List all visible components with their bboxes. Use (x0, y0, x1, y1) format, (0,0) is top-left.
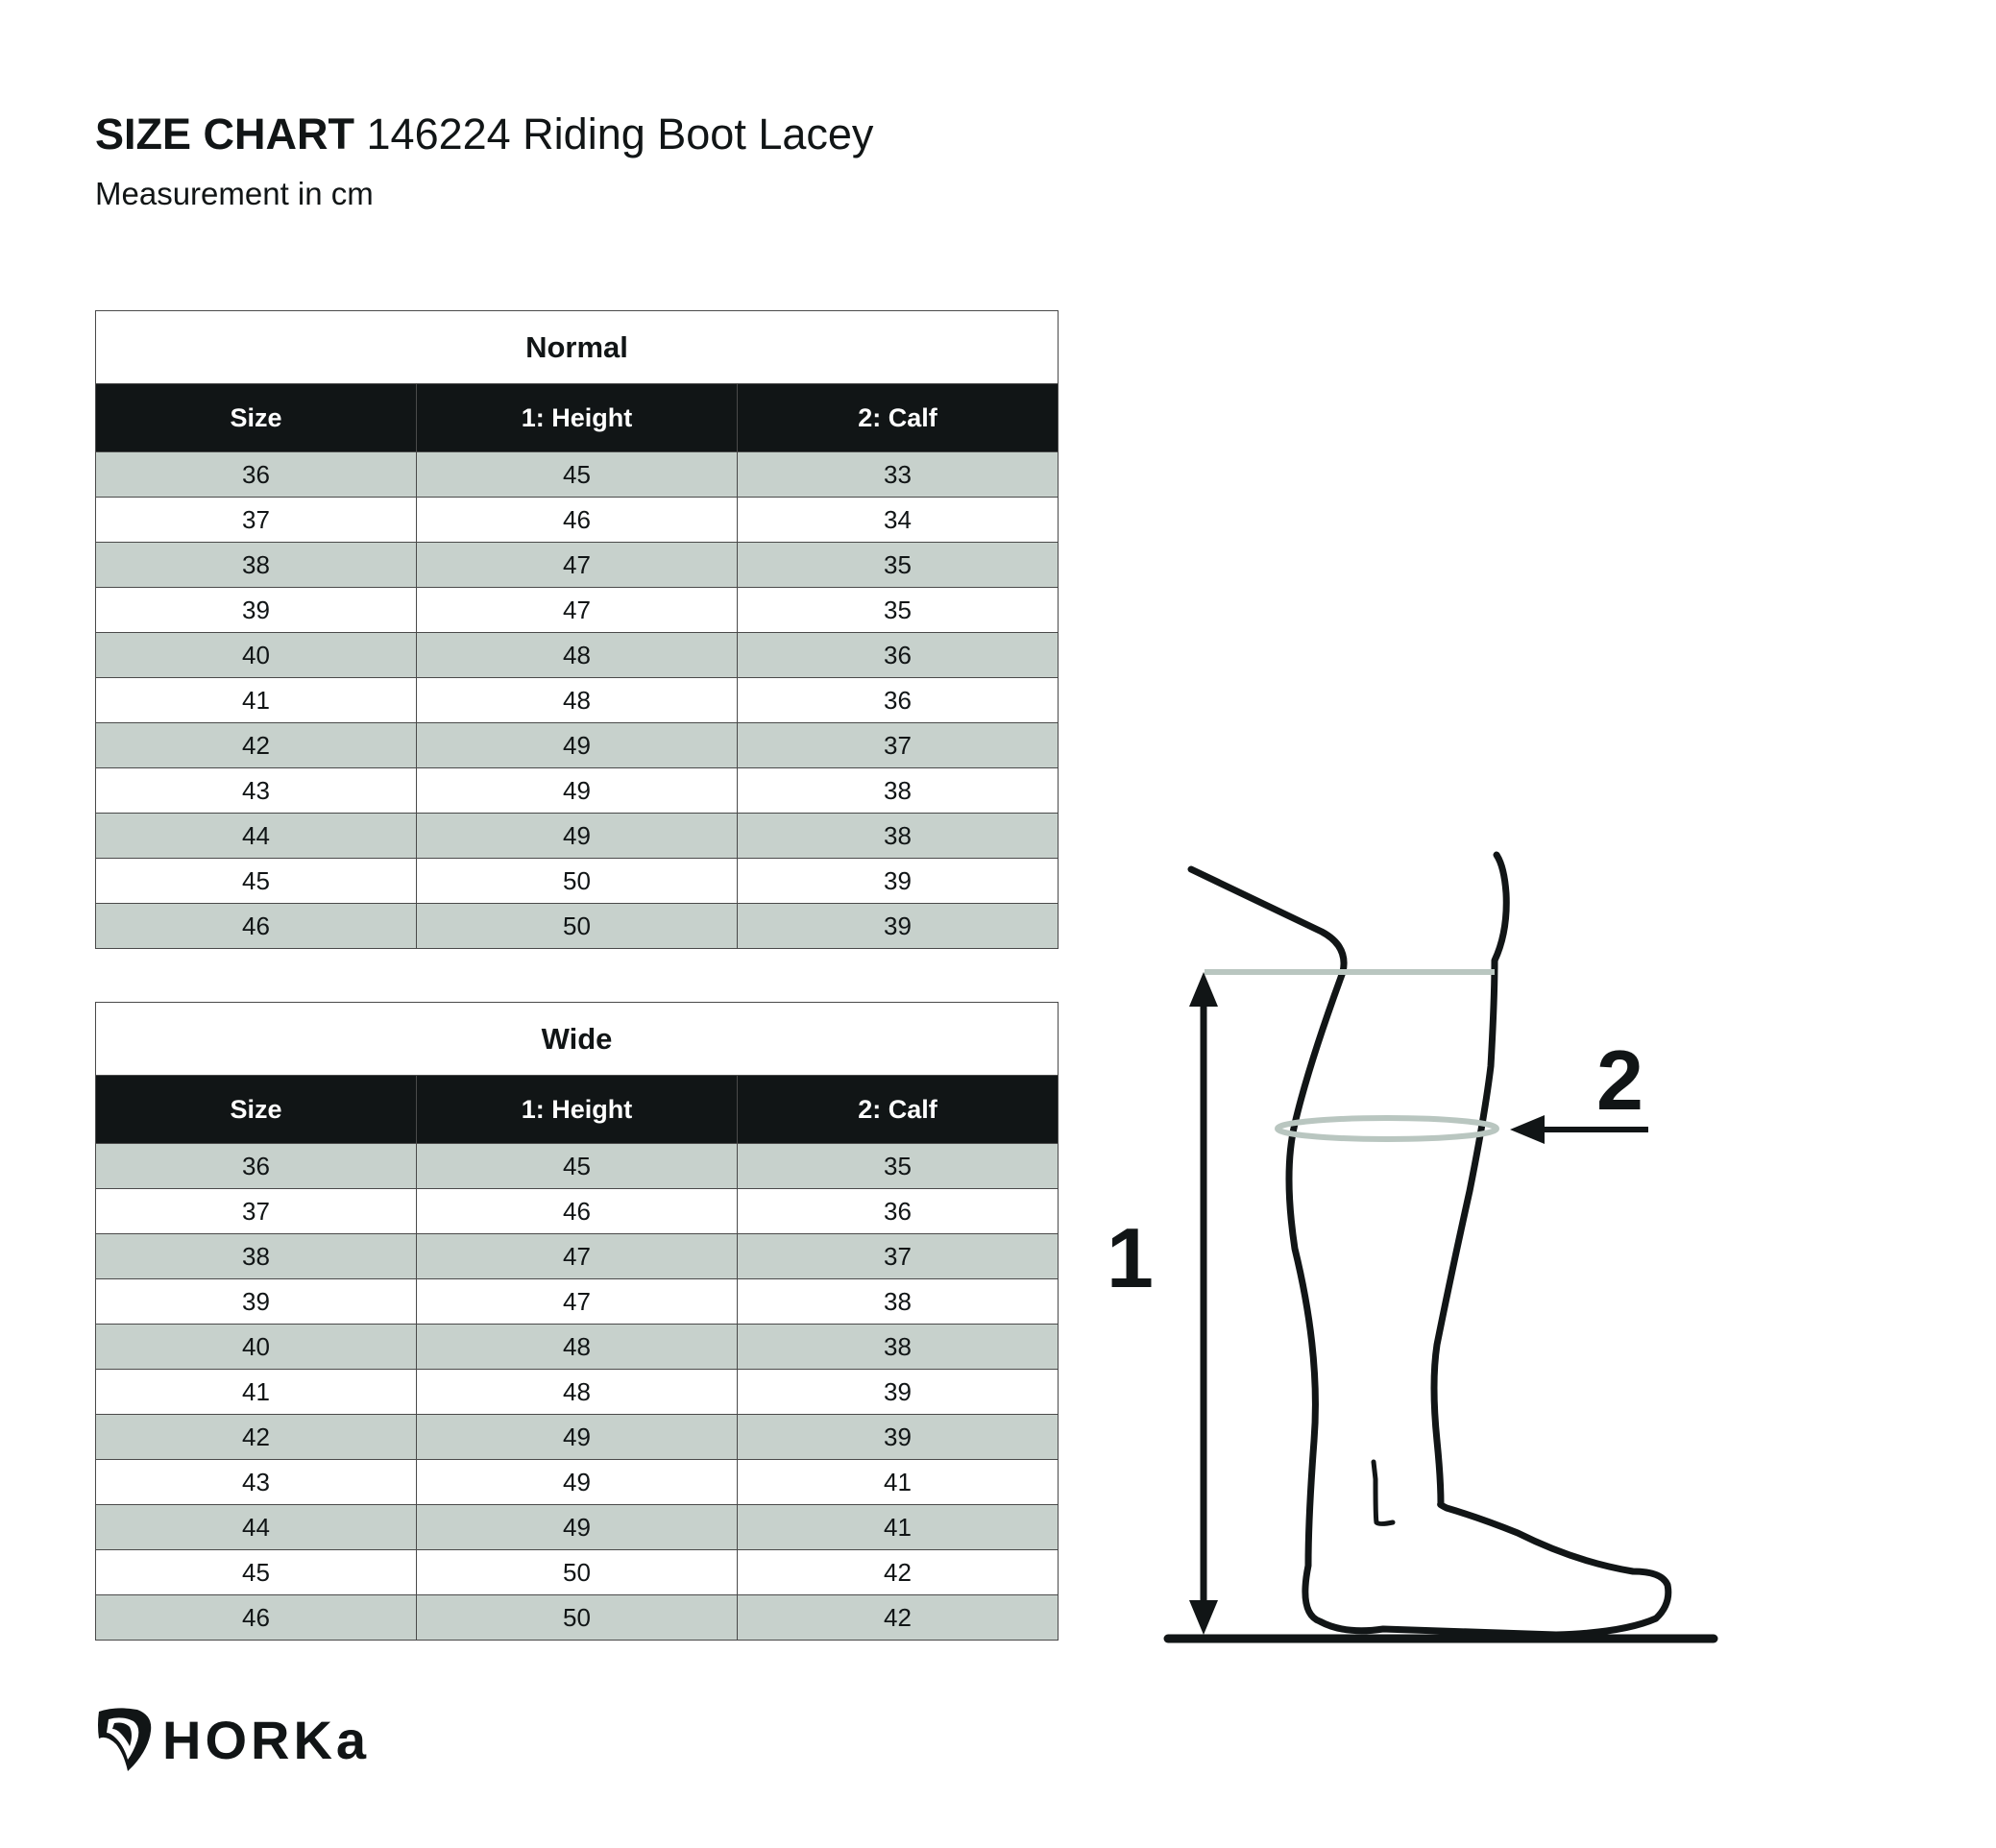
height-cell: 50 (417, 1595, 738, 1641)
size-cell: 45 (96, 859, 417, 904)
title-bold: SIZE CHART (95, 109, 354, 158)
table-row (96, 1505, 1059, 1550)
size-cell: 38 (96, 1234, 417, 1279)
brand-logo (95, 1706, 370, 1773)
size-cell: 40 (96, 1325, 417, 1370)
height-cell: 49 (417, 1460, 738, 1505)
calf-cell: 41 (738, 1505, 1059, 1550)
height-cell: 47 (417, 1234, 738, 1279)
calf-cell: 37 (738, 1234, 1059, 1279)
calf-cell: 39 (738, 1370, 1059, 1415)
arrow-up-icon (1189, 972, 1218, 1007)
column-header-height: 1: Height (417, 1076, 738, 1144)
size-cell: 44 (96, 814, 417, 859)
table-row (96, 723, 1059, 768)
table-caption: Normal (96, 311, 1059, 384)
height-cell: 46 (417, 1189, 738, 1234)
height-cell: 47 (417, 588, 738, 633)
calf-cell: 39 (738, 904, 1059, 949)
size-cell: 44 (96, 1505, 417, 1550)
brand-wordmark: HORKa (162, 1709, 371, 1770)
height-cell: 49 (417, 723, 738, 768)
height-cell: 50 (417, 859, 738, 904)
calf-cell: 36 (738, 1189, 1059, 1234)
table-row (96, 1550, 1059, 1595)
table-row (96, 1234, 1059, 1279)
column-header-calf: 2: Calf (738, 1076, 1059, 1144)
table-row (96, 633, 1059, 678)
column-header-size: Size (96, 384, 417, 452)
table-row (96, 543, 1059, 588)
table-row (96, 678, 1059, 723)
table-row (96, 1460, 1059, 1505)
table-row (96, 588, 1059, 633)
boot-measurement-diagram (1095, 836, 1729, 1662)
size-cell: 45 (96, 1550, 417, 1595)
size-cell: 41 (96, 678, 417, 723)
calf-cell: 39 (738, 1415, 1059, 1460)
calf-cell: 37 (738, 723, 1059, 768)
size-cell: 38 (96, 543, 417, 588)
calf-cell: 36 (738, 633, 1059, 678)
size-cell: 46 (96, 1595, 417, 1641)
column-header-size: Size (96, 1076, 417, 1144)
height-cell: 49 (417, 768, 738, 814)
table-row (96, 498, 1059, 543)
table-row (96, 768, 1059, 814)
size-cell: 42 (96, 1415, 417, 1460)
title-product: 146224 Riding Boot Lacey (366, 109, 874, 158)
table-caption: Wide (96, 1003, 1059, 1076)
size-cell: 39 (96, 588, 417, 633)
page-subtitle: Measurement in cm (95, 176, 374, 211)
height-label: 1 (1107, 1210, 1154, 1305)
calf-cell: 38 (738, 1279, 1059, 1325)
table-row (96, 814, 1059, 859)
calf-cell: 34 (738, 498, 1059, 543)
size-cell: 46 (96, 904, 417, 949)
calf-cell: 41 (738, 1460, 1059, 1505)
table-row (96, 1595, 1059, 1641)
calf-cell: 42 (738, 1595, 1059, 1641)
size-cell: 36 (96, 452, 417, 498)
height-cell: 45 (417, 452, 738, 498)
calf-cell: 35 (738, 543, 1059, 588)
table-row (96, 859, 1059, 904)
table-row (96, 452, 1059, 498)
height-cell: 46 (417, 498, 738, 543)
page-title (95, 108, 873, 161)
calf-cell: 36 (738, 678, 1059, 723)
calf-cell: 38 (738, 768, 1059, 814)
calf-cell: 35 (738, 1144, 1059, 1189)
size-table-normal (95, 310, 1059, 949)
height-cell: 48 (417, 1325, 738, 1370)
table-row (96, 1144, 1059, 1189)
size-cell: 37 (96, 1189, 417, 1234)
calf-cell: 42 (738, 1550, 1059, 1595)
calf-measure-ellipse (1278, 1118, 1497, 1139)
height-cell: 49 (417, 1505, 738, 1550)
calf-cell: 35 (738, 588, 1059, 633)
height-cell: 45 (417, 1144, 738, 1189)
table-row (96, 1189, 1059, 1234)
size-cell: 42 (96, 723, 417, 768)
height-cell: 48 (417, 633, 738, 678)
size-cell: 37 (96, 498, 417, 543)
size-table-wide (95, 1002, 1059, 1641)
height-cell: 49 (417, 814, 738, 859)
table-row (96, 1415, 1059, 1460)
size-cell: 40 (96, 633, 417, 678)
table-row (96, 1325, 1059, 1370)
size-cell: 41 (96, 1370, 417, 1415)
size-cell: 43 (96, 1460, 417, 1505)
size-cell: 36 (96, 1144, 417, 1189)
height-cell: 50 (417, 1550, 738, 1595)
table-row (96, 904, 1059, 949)
table-row (96, 1370, 1059, 1415)
column-header-height: 1: Height (417, 384, 738, 452)
column-header-calf: 2: Calf (738, 384, 1059, 452)
horse-head-icon (95, 1706, 155, 1773)
size-cell: 39 (96, 1279, 417, 1325)
calf-cell: 33 (738, 452, 1059, 498)
height-cell: 50 (417, 904, 738, 949)
ankle-mark-icon (1374, 1462, 1393, 1524)
table-row (96, 1279, 1059, 1325)
calf-cell: 38 (738, 1325, 1059, 1370)
height-cell: 47 (417, 1279, 738, 1325)
height-cell: 49 (417, 1415, 738, 1460)
size-cell: 43 (96, 768, 417, 814)
calf-label: 2 (1596, 1033, 1643, 1128)
height-cell: 47 (417, 543, 738, 588)
calf-cell: 39 (738, 859, 1059, 904)
height-cell: 48 (417, 1370, 738, 1415)
height-cell: 48 (417, 678, 738, 723)
arrow-down-icon (1189, 1600, 1218, 1635)
arrow-left-icon (1510, 1115, 1545, 1144)
calf-cell: 38 (738, 814, 1059, 859)
